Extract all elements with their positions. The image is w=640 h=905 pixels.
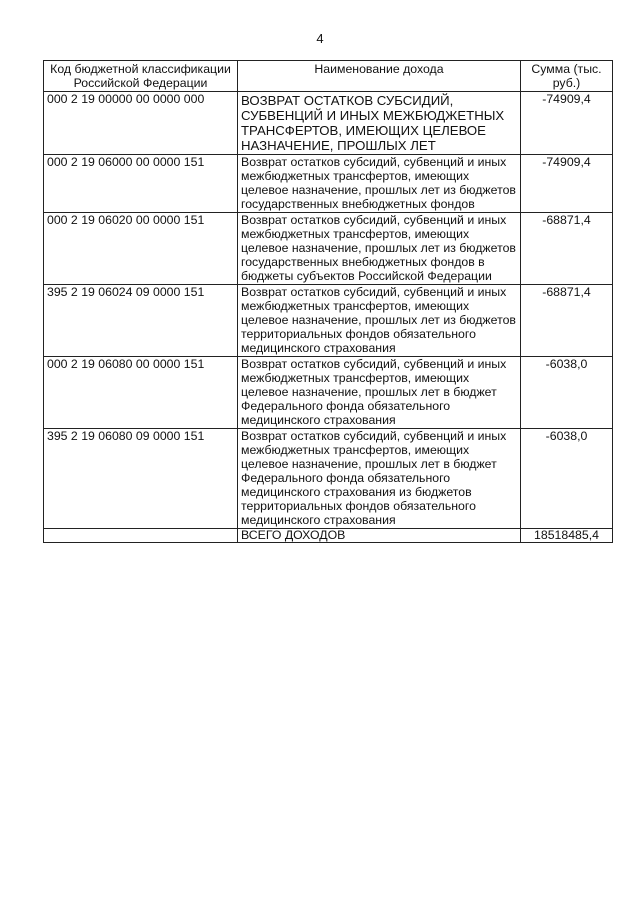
row-code: 395 2 19 06024 09 0000 151 — [44, 285, 238, 357]
row-sum: -68871,4 — [521, 285, 613, 357]
header-sum: Сумма (тыс. руб.) — [521, 61, 613, 92]
table-row — [44, 429, 613, 529]
table-row — [44, 285, 613, 357]
row-sum: -74909,4 — [521, 155, 613, 213]
page-number: 4 — [316, 31, 324, 46]
table-row — [44, 92, 613, 155]
total-code — [44, 529, 238, 543]
row-code: 000 2 19 00000 00 0000 000 — [44, 92, 238, 155]
header-name: Наименование дохода — [238, 61, 521, 92]
table-header-row — [44, 61, 613, 92]
header-code: Код бюджетной классификации Российской Федерации — [44, 61, 238, 92]
row-name: Возврат остатков субсидий, субвенций и иных межбюджетных трансфертов, имеющих целевое назначение, прошлых лет в бюджет Федерального фонда обязательного медицинского страхования — [238, 357, 521, 429]
row-name: Возврат остатков субсидий, субвенций и иных межбюджетных трансфертов, имеющих целевое назначение, прошлых лет в бюджет Федерального фонда обязательного медицинского страхования из бюджетов территориальных фондов обязательного медицинского страхования — [238, 429, 521, 529]
total-sum: 18518485,4 — [521, 529, 613, 543]
table-row — [44, 357, 613, 429]
revenue-table — [43, 60, 613, 543]
row-name: Возврат остатков субсидий, субвенций и иных межбюджетных трансфертов, имеющих целевое назначение, прошлых лет из бюджетов государственных внебюджетных фондов — [238, 155, 521, 213]
row-sum: -68871,4 — [521, 213, 613, 285]
row-name: Возврат остатков субсидий, субвенций и иных межбюджетных трансфертов, имеющих целевое назначение, прошлых лет из бюджетов государственных внебюджетных фондов в бюджеты субъектов Российской Федерации — [238, 213, 521, 285]
row-name: Возврат остатков субсидий, субвенций и иных межбюджетных трансфертов, имеющих целевое назначение, прошлых лет из бюджетов территориальных фондов обязательного медицинского страхования — [238, 285, 521, 357]
table-row — [44, 155, 613, 213]
row-code: 000 2 19 06020 00 0000 151 — [44, 213, 238, 285]
total-row — [44, 529, 613, 543]
total-label: ВСЕГО ДОХОДОВ — [238, 529, 521, 543]
row-name: ВОЗВРАТ ОСТАТКОВ СУБСИДИЙ, СУБВЕНЦИЙ И ИНЫХ МЕЖБЮДЖЕТНЫХ ТРАНСФЕРТОВ, ИМЕЮЩИХ ЦЕЛЕВОЕ НАЗНАЧЕНИЕ, ПРОШЛЫХ ЛЕТ — [238, 92, 521, 155]
row-sum: -6038,0 — [521, 429, 613, 529]
row-sum: -74909,4 — [521, 92, 613, 155]
row-code: 000 2 19 06000 00 0000 151 — [44, 155, 238, 213]
table-row — [44, 213, 613, 285]
row-code: 395 2 19 06080 09 0000 151 — [44, 429, 238, 529]
row-sum: -6038,0 — [521, 357, 613, 429]
row-code: 000 2 19 06080 00 0000 151 — [44, 357, 238, 429]
